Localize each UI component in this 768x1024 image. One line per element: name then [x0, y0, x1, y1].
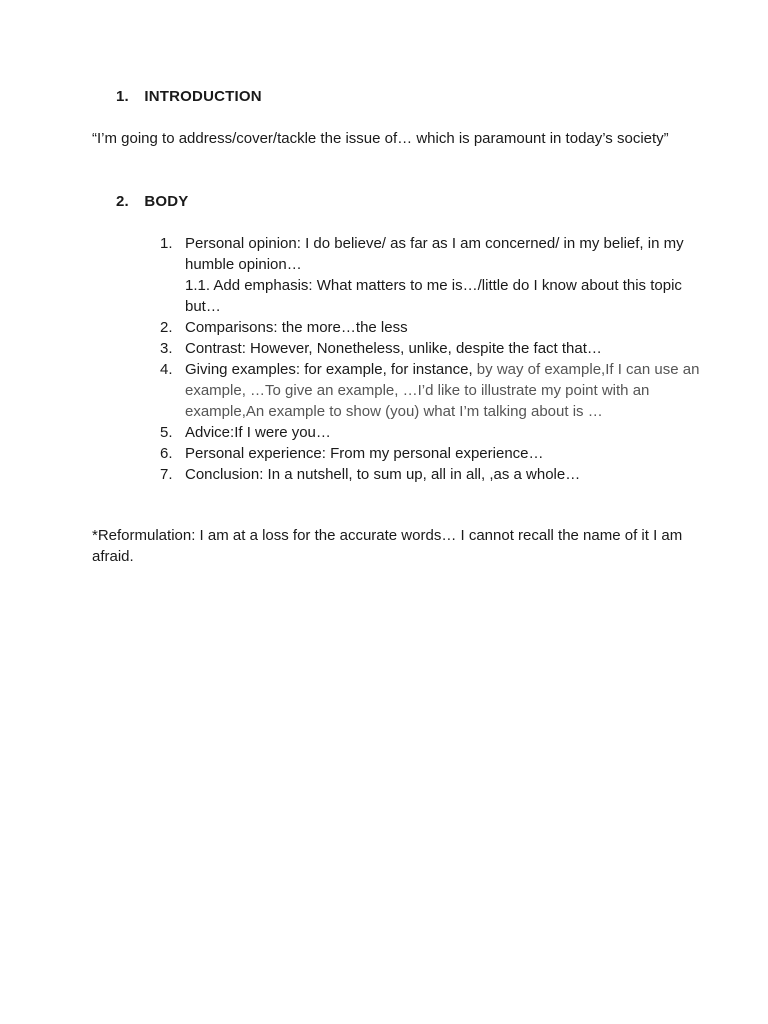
- list-item-text: Advice:If I were you…: [185, 424, 331, 441]
- list-marker: 4.: [160, 361, 173, 378]
- list-item: [160, 422, 700, 443]
- body-list: [160, 233, 700, 485]
- introduction-number: 1.: [116, 88, 129, 105]
- list-item: [160, 317, 700, 338]
- list-item-text: Contrast: However, Nonetheless, unlike, despite the fact that…: [185, 340, 602, 357]
- list-item: [160, 359, 700, 422]
- list-item-text: Conclusion: In a nutshell, to sum up, all in all, ,as a whole…: [185, 466, 581, 483]
- list-marker: 7.: [160, 466, 173, 483]
- body-heading: [116, 191, 189, 212]
- list-item: [160, 233, 700, 317]
- introduction-text: “I’m going to address/cover/tackle the issue of… which is paramount in today’s society”: [92, 130, 669, 147]
- introduction-heading: [116, 86, 262, 107]
- list-marker: 3.: [160, 340, 173, 357]
- introduction-title: INTRODUCTION: [144, 88, 262, 105]
- list-item-text: Personal opinion: I do believe/ as far as I am concerned/ in my belief, in my humble opinion…: [185, 235, 684, 273]
- list-item-extra-text: by way of example,If I can use an example, …To give an example, …I’d like to illustrate my point with an example,An example to show (you) what I’m talking about is …: [185, 361, 700, 420]
- list-marker: 6.: [160, 445, 173, 462]
- list-item: [160, 338, 700, 359]
- list-item: [160, 464, 700, 485]
- list-item-text: Comparisons: the more…the less: [185, 319, 408, 336]
- list-item: [160, 443, 700, 464]
- list-marker: 2.: [160, 319, 173, 336]
- list-marker: 1.: [160, 235, 173, 252]
- list-marker: 5.: [160, 424, 173, 441]
- body-number: 2.: [116, 193, 129, 210]
- reformulation-text: *Reformulation: I am at a loss for the accurate words… I cannot recall the name of it I am afraid.: [92, 527, 683, 565]
- list-item-text: Giving examples: for example, for instance,: [185, 361, 473, 378]
- list-item-text: Personal experience: From my personal experience…: [185, 445, 544, 462]
- list-subitem-text: 1.1. Add emphasis: What matters to me is…/little do I know about this topic but…: [185, 277, 682, 315]
- body-title: BODY: [144, 193, 189, 210]
